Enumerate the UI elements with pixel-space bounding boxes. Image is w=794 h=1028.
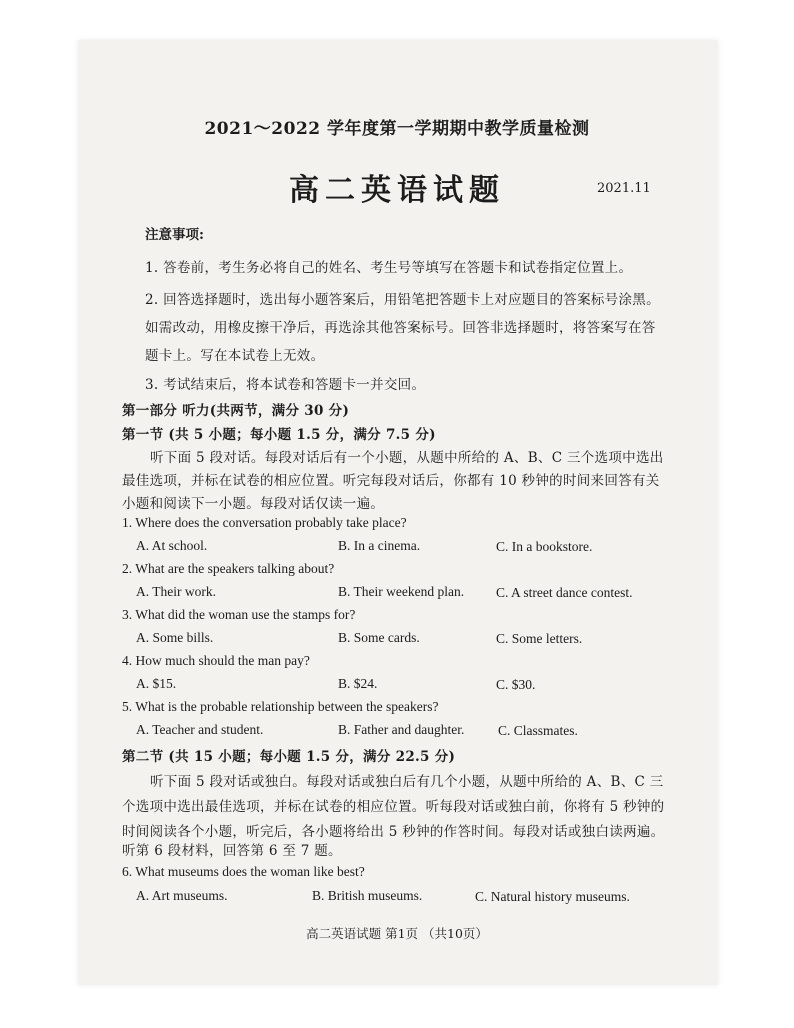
part1-heading: 第一部分 听力(共两节，满分 30 分) — [122, 403, 350, 419]
section1-instruction-line-2: 最佳选项，并标在试卷的相应位置。听完每段对话后，你都有 10 秒钟的时间来回答有关 — [122, 473, 660, 489]
q6-option-b: B. British museums. — [312, 888, 423, 903]
q4-option-b: B. $24. — [338, 676, 378, 691]
q1-option-b: B. In a cinema. — [338, 538, 421, 553]
page-footer: 高二英语试题 第1页 （共10页） — [306, 926, 488, 941]
question-6: 6. What museums does the woman like best? — [122, 864, 365, 879]
note-item-2-line-2: 如需改动，用橡皮擦干净后，再选涂其他答案标号。回答非选择题时，将答案写在答 — [145, 320, 656, 336]
q2-option-c: C. A street dance contest. — [496, 585, 633, 600]
section2-instruction-line-1: 听下面 5 段对话或独白。每段对话或独白后有几个小题，从题中所给的 A、B、C 三 — [150, 774, 664, 790]
section2-instruction-line-2: 个选项中选出最佳选项，并标在试卷的相应位置。听每段对话或独白前，你将有 5 秒钟的 — [122, 799, 665, 815]
section2-instruction-line-3: 时间阅读各个小题，听完后，各小题将给出 5 秒钟的作答时间。每段对话或独白读两遍。 — [122, 824, 665, 840]
note-item-1: 1. 答卷前，考生务必将自己的姓名、考生号等填写在答题卡和试卷指定位置上。 — [145, 260, 633, 276]
q5-option-a: A. Teacher and student. — [136, 722, 264, 737]
question-1: 1. Where does the conversation probably take place? — [122, 515, 407, 530]
question-3: 3. What did the woman use the stamps for? — [122, 607, 356, 622]
section1-instruction-line-1: 听下面 5 段对话。每段对话后有一个小题，从题中所给的 A、B、C 三个选项中选出 — [150, 450, 664, 466]
question-4: 4. How much should the man pay? — [122, 653, 310, 668]
q5-option-b: B. Father and daughter. — [338, 722, 465, 737]
q3-option-b: B. Some cards. — [338, 630, 420, 645]
question-2: 2. What are the speakers talking about? — [122, 561, 335, 576]
section1-instruction-line-3: 小题和阅读下一小题。每段对话仅读一遍。 — [122, 496, 385, 512]
notes-heading: 注意事项: — [145, 227, 204, 243]
q6-option-c: C. Natural history museums. — [475, 889, 630, 904]
q6-option-a: A. Art museums. — [136, 888, 228, 903]
subject-title: 高二英语试题 — [289, 173, 505, 208]
q4-option-c: C. $30. — [496, 677, 536, 692]
section2-instruction-line-4: 听第 6 段材料，回答第 6 至 7 题。 — [122, 843, 342, 859]
exam-title: 2021～2022 学年度第一学期期中教学质量检测 — [204, 119, 590, 139]
q3-option-a: A. Some bills. — [136, 630, 214, 645]
q1-option-a: A. At school. — [136, 538, 208, 553]
q1-option-c: C. In a bookstore. — [496, 539, 593, 554]
q5-option-c: C. Classmates. — [498, 723, 578, 738]
q2-option-b: B. Their weekend plan. — [338, 584, 465, 599]
note-item-2-line-1: 2. 回答选择题时，选出每小题答案后，用铅笔把答题卡上对应题目的答案标号涂黑。 — [145, 292, 660, 308]
section1-heading: 第一节 (共 5 小题；每小题 1.5 分，满分 7.5 分) — [122, 427, 436, 443]
q2-option-a: A. Their work. — [136, 584, 216, 599]
exam-date: 2021.11 — [597, 181, 651, 196]
question-5: 5. What is the probable relationship between the speakers? — [122, 699, 439, 714]
note-item-3: 3. 考试结束后，将本试卷和答题卡一并交回。 — [145, 377, 426, 393]
q3-option-c: C. Some letters. — [496, 631, 583, 646]
note-item-2-line-3: 题卡上。写在本试卷上无效。 — [145, 348, 325, 364]
section2-heading: 第二节 (共 15 小题；每小题 1.5 分，满分 22.5 分) — [122, 749, 456, 765]
q4-option-a: A. $15. — [136, 676, 177, 691]
